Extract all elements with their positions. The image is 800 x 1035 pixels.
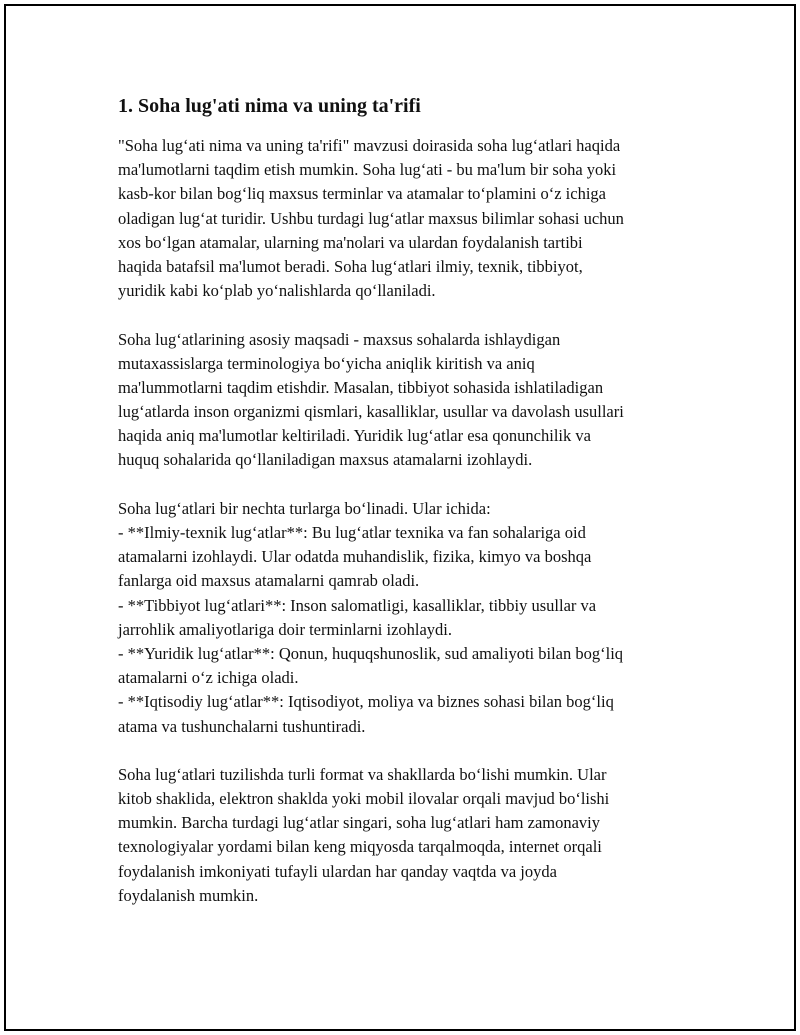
text-line: haqida aniq ma'lumotlar keltiriladi. Yuridik lug‘atlar esa qonunchilik va — [118, 426, 591, 446]
paragraph-types-list — [118, 497, 698, 739]
list-item: - **Yuridik lug‘atlar**: Qonun, huquqshunoslik, sud amaliyoti bilan bog‘liq — [118, 643, 624, 663]
text-line: haqida batafsil ma'lumot beradi. Soha lug‘atlari ilmiy, texnik, tibbiyot, — [118, 256, 583, 276]
text-line: atama va tushunchalarni tushuntiradi. — [118, 716, 366, 736]
text-line: ma'lummotlarni taqdim etishdir. Masalan, tibbiyot sohasida ishlatiladigan — [118, 377, 604, 397]
text-line: foydalanish imkoniyati tufayli ulardan har qanday vaqtda va joyda — [118, 861, 557, 881]
text-line: Soha lug‘atlari bir nechta turlarga bo‘linadi. Ular ichida: — [118, 498, 491, 518]
text-line: fanlarga oid maxsus atamalarni qamrab oladi. — [118, 571, 420, 591]
text-line: kasb-kor bilan bog‘liq maxsus terminlar va atamalar to‘plamini o‘z ichiga — [118, 184, 606, 204]
text-line: jarrohlik amaliyotlariga doir terminlarni izohlaydi. — [118, 619, 453, 639]
paragraph-definition — [118, 134, 698, 303]
text-line: Soha lug‘atlarining asosiy maqsadi - maxsus sohalarda ishlaydigan — [118, 329, 561, 349]
document-body — [118, 92, 698, 932]
text-line: yuridik kabi ko‘plab yo‘nalishlarda qo‘llaniladi. — [118, 281, 436, 301]
text-line: mumkin. Barcha turdagi lug‘atlar singari, soha lug‘atlari ham zamonaviy — [118, 813, 601, 833]
text-line: Soha lug‘atlari tuzilishda turli format va shakllarda bo‘lishi mumkin. Ular — [118, 764, 607, 784]
paragraph-formats — [118, 763, 698, 908]
section-heading: 1. Soha lug'ati nima va uning ta'rifi — [118, 95, 421, 117]
list-item: - **Tibbiyot lug‘atlari**: Inson salomatligi, kasalliklar, tibbiy usullar va — [118, 595, 597, 615]
text-line: huquq sohalarida qo‘llaniladigan maxsus atamalarni izohlaydi. — [118, 450, 533, 470]
text-line: lug‘atlarda inson organizmi qismlari, kasalliklar, usullar va davolash usullari — [118, 402, 624, 422]
text-line: kitob shaklida, elektron shaklda yoki mobil ilovalar orqali mavjud bo‘lishi — [118, 789, 610, 809]
text-line: ma'lumotlarni taqdim etish mumkin. Soha lug‘ati - bu ma'lum bir soha yoki — [118, 160, 617, 180]
text-line: atamalarni o‘z ichiga oladi. — [118, 668, 299, 688]
text-line: atamalarni izohlaydi. Ular odatda muhandislik, fizika, kimyo va boshqa — [118, 547, 592, 567]
text-line: xos bo‘lgan atamalar, ularning ma'nolari va ulardan foydalanish tartibi — [118, 232, 583, 252]
text-line: texnologiyalar yordami bilan keng miqyosda tarqalmoqda, internet orqali — [118, 837, 602, 857]
text-line: "Soha lug‘ati nima va uning ta'rifi" mavzusi doirasida soha lug‘atlari haqida — [118, 136, 621, 155]
paragraph-purpose — [118, 328, 698, 473]
list-item: - **Iqtisodiy lug‘atlar**: Iqtisodiyot, moliya va biznes sohasi bilan bog‘liq — [118, 692, 614, 712]
list-item: - **Ilmiy-texnik lug‘atlar**: Bu lug‘atlar texnika va fan sohalariga oid — [118, 523, 586, 542]
text-line: mutaxassislarga terminologiya bo‘yicha aniqlik kiritish va aniq — [118, 353, 535, 373]
text-line: foydalanish mumkin. — [118, 885, 259, 905]
text-line: oladigan lug‘at turidir. Ushbu turdagi lug‘atlar maxsus bilimlar sohasi uchun — [118, 208, 624, 228]
